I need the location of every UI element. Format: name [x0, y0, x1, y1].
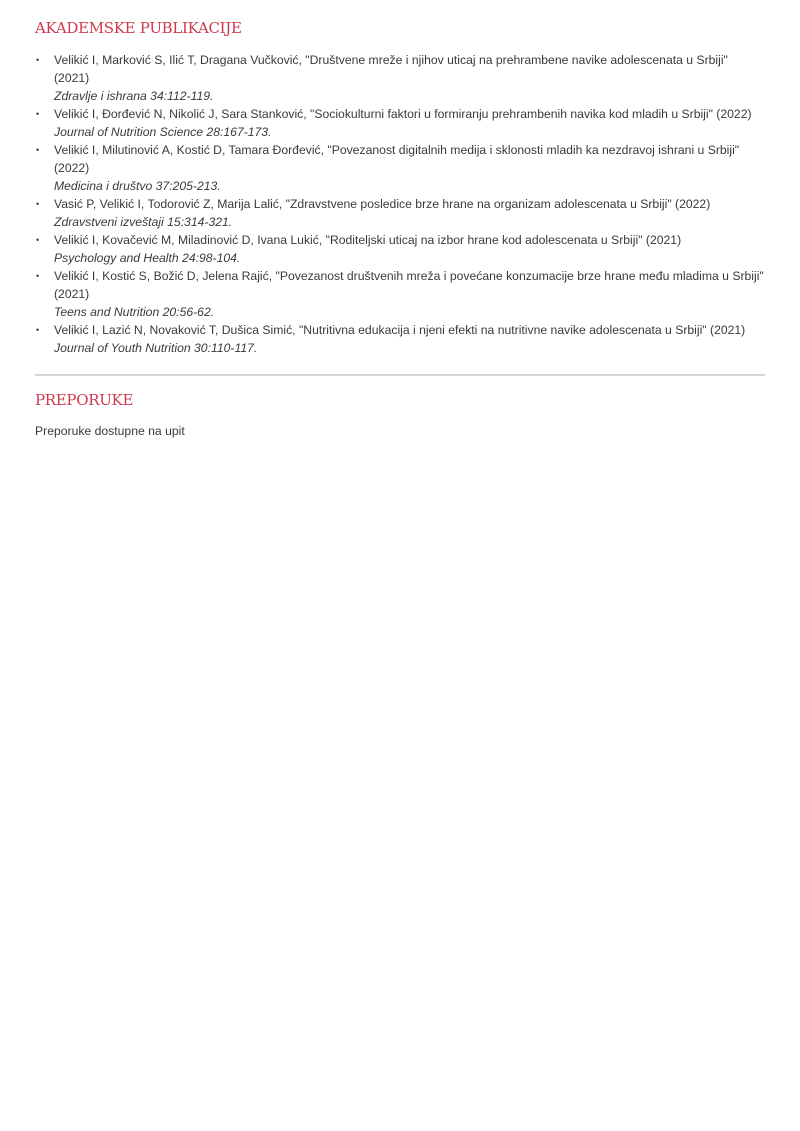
publication-citation: Vasić P, Velikić I, Todorović Z, Marija Lalić, "Zdravstvene posledice brze hrane na organizam adolescenata u Srbiji" (2022) [54, 197, 711, 211]
publication-citation: Velikić I, Đorđević N, Nikolić J, Sara Stanković, "Sociokulturni faktori u formiranju prehrambenih navika kod mladih u Srbiji" (2022) [54, 107, 752, 121]
bullet-icon: • [36, 145, 40, 155]
publication-journal: Psychology and Health 24:98-104. [54, 251, 241, 265]
publication-item [35, 105, 765, 141]
publication-journal: Medicina i društvo 37:205-213. [54, 179, 221, 193]
bullet-icon: • [36, 109, 40, 119]
bullet-icon: • [36, 199, 40, 209]
publication-citation: Velikić I, Kostić S, Božić D, Jelena Rajić, "Povezanost društvenih mreža i povećane konzumacije brze hrane među mladima u Srbiji" (2021) [54, 269, 764, 301]
publication-item [35, 51, 765, 105]
publication-item [35, 195, 765, 231]
publication-item [35, 267, 765, 321]
publication-citation: Velikić I, Lazić N, Novaković T, Dušica Simić, "Nutritivna edukacija i njeni efekti na nutritivne navike adolescenata u Srbiji" (2021) [54, 323, 746, 337]
publication-citation: Velikić I, Milutinović A, Kostić D, Tamara Đorđević, "Povezanost digitalnih medija i sklonosti mladih ka nezdravoj ishrani u Srbiji" (2022) [54, 143, 740, 175]
publications-section-title: AKADEMSKE PUBLIKACIJE [35, 19, 242, 37]
references-section-title: PREPORUKE [35, 391, 134, 409]
publication-item [35, 141, 765, 195]
bullet-icon: • [36, 55, 40, 65]
bullet-icon: • [36, 325, 40, 335]
publication-journal: Journal of Youth Nutrition 30:110-117. [54, 341, 258, 355]
publication-citation: Velikić I, Kovačević M, Miladinović D, Ivana Lukić, "Roditeljski uticaj na izbor hrane kod adolescenata u Srbiji" (2021) [54, 233, 682, 247]
publications-list [35, 51, 765, 357]
resume-page [35, 0, 765, 440]
bullet-icon: • [36, 271, 40, 281]
bullet-icon: • [36, 235, 40, 245]
publication-item [35, 231, 765, 267]
publication-citation: Velikić I, Marković S, Ilić T, Dragana Vučković, "Društvene mreže i njihov uticaj na prehrambene navike adolescenata u Srbiji" (2021) [54, 53, 728, 85]
publication-journal: Teens and Nutrition 20:56-62. [54, 305, 215, 319]
publication-item [35, 321, 765, 357]
section-divider [35, 374, 765, 376]
references-text: Preporuke dostupne na upit [35, 424, 185, 438]
publication-journal: Zdravlje i ishrana 34:112-119. [54, 89, 214, 103]
publication-journal: Zdravstveni izveštaji 15:314-321. [54, 215, 233, 229]
publication-journal: Journal of Nutrition Science 28:167-173. [54, 125, 272, 139]
